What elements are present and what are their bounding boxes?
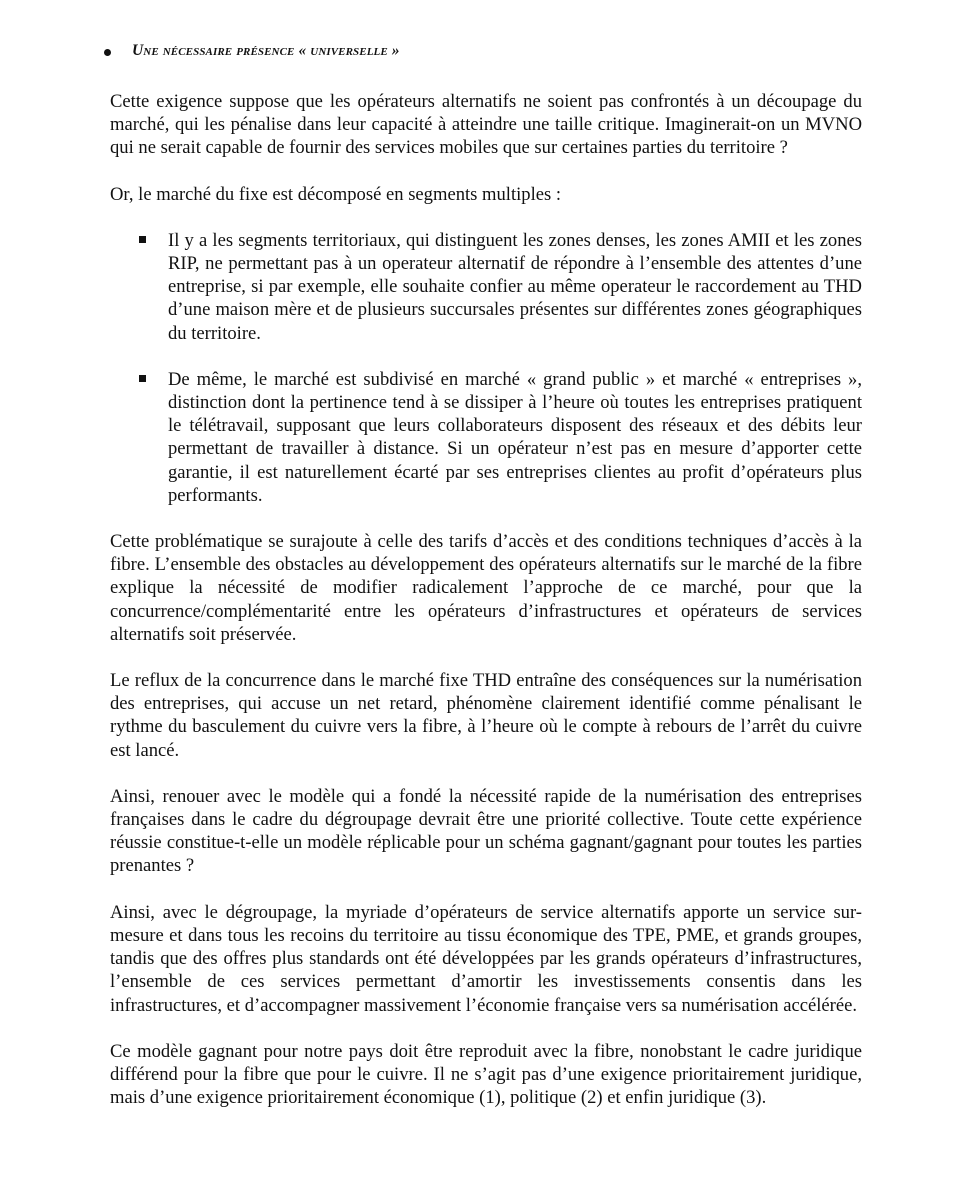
list-item-text: Il y a les segments territoriaux, qui distinguent les zones denses, les zones AMII et les zones RIP, ne permettant pas à un operateur alternatif de répondre à l’ensemble des attentes d’une entreprise, si par exemple, elle souhaite confier au même operateur le raccordement au THD d’une maison mère et de plusieurs succursales présentes sur différentes zones géographiques du territoire. — [168, 229, 862, 344]
paragraph: Ainsi, renouer avec le modèle qui a fondé la nécessité rapide de la numérisation des entreprises françaises dans le cadre du dégroupage devrait être une priorité collective. Toute cette expérience réussie constitue-t-elle un modèle réplicable pour un schéma gagnant/gagnant pour toutes les parties prenantes ? — [110, 785, 862, 877]
paragraph: Cette problématique se surajoute à celle des tarifs d’accès et des conditions techniques d’accès à la fibre. L’ensemble des obstacles au développement des opérateurs alternatifs sur le marché de la fibre explique la nécessité de modifier radicalement l’approche de ce marché, pour que la concurrence/complémentarité entre les opérateurs d’infrastructures et opérateurs de services alternatifs soit préservée. — [110, 531, 862, 645]
section-heading-text: Une nécessaire présence « universelle » — [132, 42, 400, 59]
paragraph: Cette exigence suppose que les opérateurs alternatifs ne soient pas confrontés à un découpage du marché, qui les pénalise dans leur capacité à atteindre une taille critique. Imaginerait-on un MVNO qui ne serait capable de fournir des services mobiles que sur certaines parties du territoire ? — [110, 91, 862, 159]
section-heading — [110, 38, 862, 72]
bullet-dot-icon — [104, 49, 111, 56]
list-item — [110, 368, 862, 507]
square-bullet-icon — [139, 236, 146, 243]
paragraph: Ce modèle gagnant pour notre pays doit être reproduit avec la fibre, nonobstant le cadre juridique différend pour la fibre que pour le cuivre. Il ne s’agit pas d’une exigence prioritairement juridique, mais d’une exigence prioritairement économique (1), politique (2) et enfin juridique (3). — [110, 1040, 862, 1109]
document-page — [110, 38, 862, 1132]
paragraph: Le reflux de la concurrence dans le marché fixe THD entraîne des conséquences sur la numérisation des entreprises, qui accuse un net retard, phénomène clairement identifié comme pénalisant le rythme du basculement du cuivre vers la fibre, à l’heure où le compte à rebours de l’arrêt du cuivre est lancé. — [110, 670, 862, 761]
list-item-text: De même, le marché est subdivisé en marché « grand public » et marché « entreprises », distinction dont la pertinence tend à se dissiper à l’heure où toutes les entreprises pratiquent le télétravail, supposant que leurs collaborateurs disposent des réseaux et des débits leur permettant de travailler à distance. Si un opérateur n’est pas en mesure d’apporter cette garantie, il est naturellement écarté par ses entreprises clientes au profit d’opérateurs plus performants. — [168, 368, 862, 506]
list-item — [110, 229, 862, 345]
paragraph: Ainsi, avec le dégroupage, la myriade d’opérateurs de service alternatifs apporte un service sur-mesure et dans tous les recoins du territoire au tissu économique des TPE, PME, et grands groupes, tandis que des offres plus standards ont été développées par les grands opérateurs d’infrastructures, l’ensemble de ces services permettant d’amortir les investissements consentis dans les infrastructures, et d’accompagner massivement l’économie française vers sa numérisation accélérée. — [110, 901, 862, 1016]
square-bullet-icon — [139, 375, 146, 382]
paragraph: Or, le marché du fixe est décomposé en segments multiples : — [110, 183, 562, 205]
segment-list — [110, 229, 862, 507]
